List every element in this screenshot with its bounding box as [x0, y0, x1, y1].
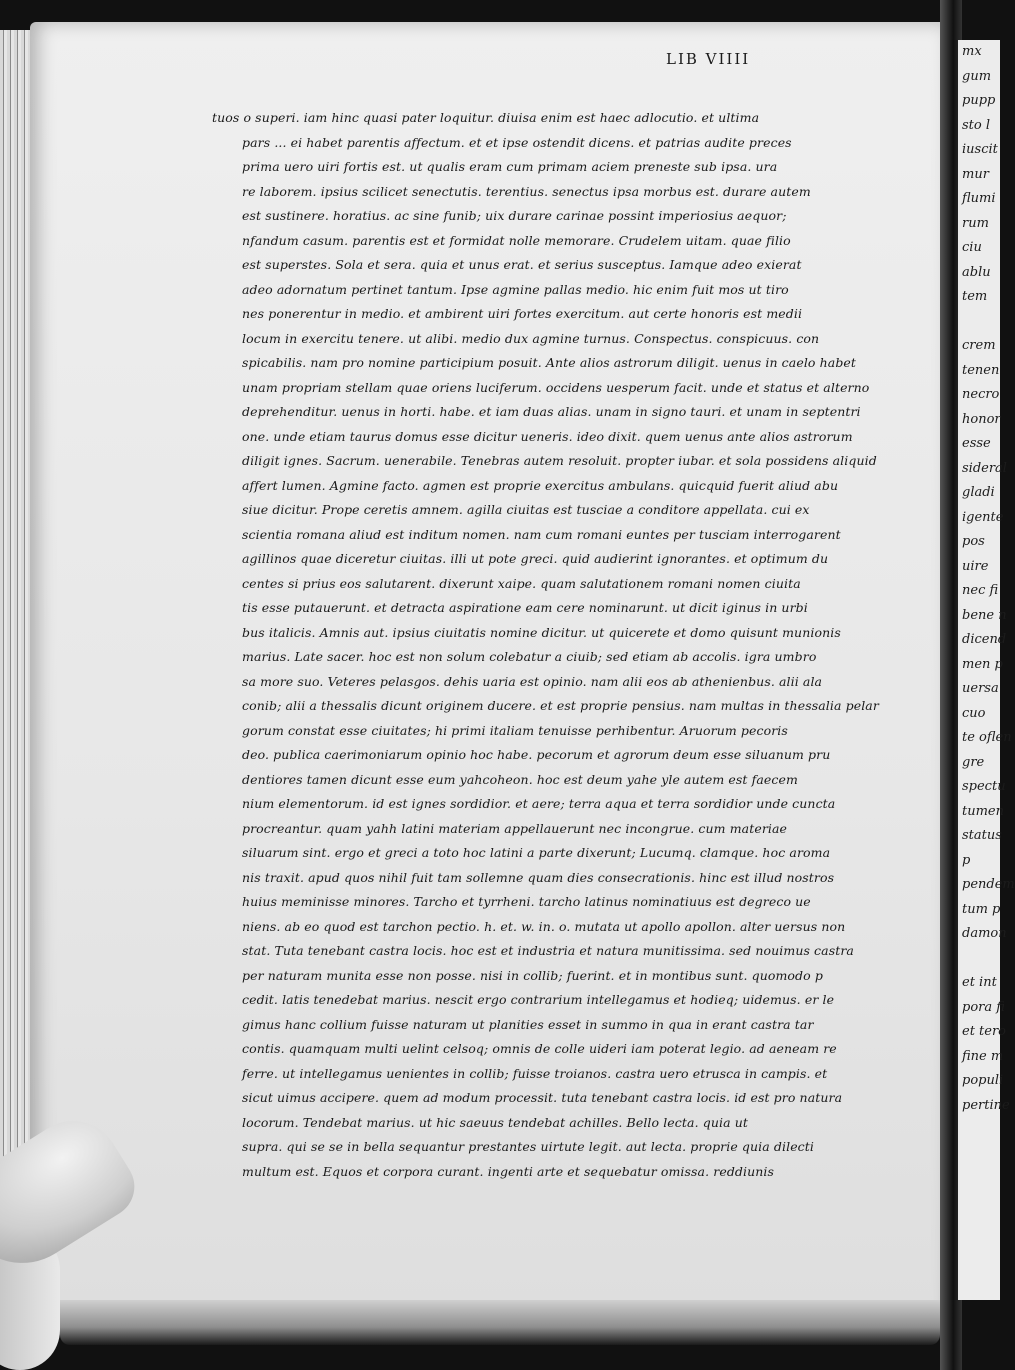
adjacent-text-fragment: nec fi	[962, 583, 999, 598]
adjacent-text-fragment: tenen	[962, 362, 1000, 378]
adjacent-text-fragment: iuscit	[962, 142, 998, 157]
text-line: ferre. ut intellegamus uenientes in collib; fuisse troianos. castra uero etrusca in campis. et	[242, 1065, 828, 1081]
adjacent-text-fragment: dicend	[962, 632, 1007, 647]
adjacent-text-fragment: ciu	[962, 240, 982, 255]
text-line: tuos o superi. iam hinc quasi pater loquitur. diuisa enim est haec adlocutio. et ultima	[212, 110, 760, 125]
text-line: contis. quamquam multi uelint celsoq; omnis de colle uideri iam poterat legio. ad aeneam re	[242, 1041, 837, 1056]
text-line: siue dicitur. Prope ceretis amnem. agilla ciuitas est tusciae a conditore appellata. cui ex	[242, 502, 810, 517]
adjacent-text-fragment: tem	[962, 289, 988, 304]
adjacent-text-fragment: necro	[962, 387, 1000, 402]
adjacent-text-fragment: fine m	[962, 1048, 1004, 1064]
text-line: diligit ignes. Sacrum. uenerabile. Tenebras autem resoluit. propter iubar. et sola possidens aliquid	[242, 453, 877, 468]
text-line: re laborem. ipsius scilicet senectutis. terentius. senectus ipsa morbus est. durare autem	[242, 183, 811, 199]
text-line: gorum constat esse ciuitates; hi primi italiam tenuisse perhibentur. Aruorum pecoris	[242, 722, 788, 738]
text-line: niens. ab eo quod est tarchon pectio. h. et. w. in. o. mutata ut apollo apollon. alter uersus non	[242, 918, 846, 934]
text-line: bus italicis. Amnis aut. ipsius ciuitatis nomine dicitur. ut quicerete et domo quisunt munionis	[242, 624, 841, 640]
adjacent-text-fragment: sideral	[962, 460, 1007, 476]
adjacent-text-fragment: mx	[962, 44, 982, 59]
adjacent-text-fragment: populi	[962, 1073, 1004, 1088]
adjacent-text-fragment: cuo	[962, 705, 986, 721]
text-line: nfandum casum. parentis est et formidat nolle memorare. Crudelem uitam. quae filio	[242, 232, 791, 248]
adjacent-text-fragment: gladi	[962, 485, 995, 500]
text-line: nes ponerentur in medio. et ambirent uiri fortes exercitum. aut certe honoris est medii	[242, 306, 803, 321]
adjacent-text-fragment: et tero	[962, 1024, 1007, 1039]
adjacent-text-fragment: uire	[962, 558, 989, 574]
text-line: gimus hanc collium fuisse naturam ut planities esset in summo in qua in erant castra tar	[242, 1016, 814, 1032]
adjacent-text-fragment	[958, 310, 1000, 335]
text-line: est superstes. Sola et sera. quia et unus erat. et serius susceptus. Iamque adeo exierat	[242, 257, 802, 272]
text-line: locorum. Tendebat marius. ut hic saeuus tendebat achilles. Bello lecta. quia ut	[242, 1114, 748, 1130]
text-line: tis esse putauerunt. et detracta aspiratione eam cere nominarunt. ut dicit iginus in urbi	[242, 600, 808, 615]
adjacent-text-fragment: honor	[962, 411, 1001, 427]
text-line: affert lumen. Agmine facto. agmen est proprie exercitus ambulans. quicquid fuerit aliud abu	[242, 477, 839, 493]
adjacent-text-fragment: p	[962, 852, 971, 868]
adjacent-text-fragment: et int	[962, 975, 997, 990]
text-line: sicut uimus accipere. quem ad modum processit. tuta tenebant castra locis. id est pro natura	[242, 1090, 843, 1105]
text-line: scientia romana aliud est inditum nomen. nam cum romani euntes per tusciam interrogarent	[242, 526, 841, 542]
text-line: centes si prius eos salutarent. dixerunt xaipe. quam salutationem romani nomen ciuita	[242, 575, 801, 591]
adjacent-text-fragment: pora fi	[962, 999, 1005, 1015]
text-line: deprehenditur. uenus in horti. habe. et iam duas alias. unam in signo tauri. et unam in septentri	[242, 404, 861, 419]
text-line: pars ... ei habet parentis affectum. et et ipse ostendit dicens. et patrias audite preces	[242, 134, 792, 150]
adjacent-text-fragment: igente	[962, 509, 1004, 525]
text-line: per naturam munita esse non posse. nisi in collib; fuerint. et in montibus sunt. quomodo p	[242, 967, 823, 983]
text-line: conib; alii a thessalis dicunt originem ducere. et est proprie pensius. nam multas in thessalia pelar	[242, 698, 879, 713]
adjacent-text-fragment: damon	[962, 926, 1007, 941]
text-line: nis traxit. apud quos nihil fuit tam sollemne quam dies consecrationis. hinc est illud nostros	[242, 869, 835, 885]
adjacent-text-fragment: uersa	[962, 681, 999, 696]
text-line: supra. qui se se in bella sequantur prestantes uirtute legit. aut lecta. proprie quia dilecti	[242, 1139, 815, 1154]
text-line: sa more suo. Veteres pelasgos. dehis uaria est opinio. nam alii eos ab athenienbus. alii ala	[242, 673, 823, 689]
text-line: unam propriam stellam quae oriens luciferum. occidens uesperum facit. unde et status et alterno	[242, 379, 870, 395]
adjacent-text-fragment	[958, 947, 1000, 972]
text-line: stat. Tuta tenebant castra locis. hoc est et industria et natura munitissima. sed nouimus castra	[242, 943, 854, 958]
adjacent-text-fragment: sto l	[962, 117, 991, 133]
text-line: marius. Late sacer. hoc est non solum colebatur a ciuib; sed etiam ab accolis. igra umbro	[242, 649, 817, 664]
adjacent-page	[958, 40, 1015, 1300]
adjacent-text-fragment: tumen	[962, 803, 1004, 819]
text-line: deo. publica caerimoniarum opinio hoc habe. pecorum et agrorum deum esse siluanum pru	[242, 747, 831, 762]
adjacent-text-fragment: crem	[962, 338, 996, 353]
text-line: est sustinere. horatius. ac sine funib; uix durare carinae possint imperiosius aequor;	[242, 208, 787, 223]
adjacent-text-fragment: tum p	[962, 901, 1001, 917]
adjacent-text-fragment: gre	[962, 754, 985, 770]
adjacent-text-fragment: te oflen	[962, 730, 1012, 745]
text-line: locum in exercitu tenere. ut alibi. medio dux agmine turnus. Conspectus. conspicuus. con	[242, 330, 820, 346]
adjacent-text-fragment: flumi	[962, 191, 996, 206]
adjacent-text-fragment: pupp	[962, 93, 996, 108]
adjacent-text-fragment: gum	[962, 68, 992, 84]
text-line: siluarum sint. ergo et greci a toto hoc latini a parte dixerunt; Lucumq. clamque. hoc aroma	[242, 845, 831, 860]
adjacent-text-fragment: men p	[962, 656, 1003, 672]
adjacent-text-fragment: ablu	[962, 264, 991, 280]
text-line: dentiores tamen dicunt esse eum yahcoheon. hoc est deum yahe yle autem est faecem	[242, 771, 798, 787]
text-line: adeo adornatum pertinet tantum. Ipse agmine pallas medio. hic enim fuit mos ut tiro	[242, 281, 789, 297]
adjacent-text-fragment: esse	[962, 436, 991, 451]
text-line: cedit. latis tenedebat marius. nescit ergo contrarium intellegamus et hodieq; uidemus. er le	[242, 992, 835, 1007]
folio-header: LIB VIIII	[666, 50, 751, 68]
page-bottom-edge	[60, 1300, 940, 1345]
adjacent-text-fragment: rum	[962, 215, 989, 231]
text-line: huius meminisse minores. Tarcho et tyrrheni. tarcho latinus nominatiuus est degreco ue	[242, 894, 811, 909]
text-line: agillinos quae diceretur ciuitas. illi ut pote greci. quid audierint ignorantes. et optimum du	[242, 551, 829, 566]
adjacent-text-fragment: pendem	[962, 877, 1015, 892]
manuscript-text	[212, 106, 942, 1276]
text-line: spicabilis. nam pro nomine participium posuit. Ante alios astrorum diligit. uenus in caelo habet	[242, 355, 857, 370]
adjacent-text-fragment: spectu	[962, 779, 1006, 794]
adjacent-text-fragment: status	[962, 828, 1002, 843]
text-line: multum est. Equos et corpora curant. ingenti arte et sequebatur omissa. reddiunis	[242, 1163, 775, 1179]
text-line: prima uero uiri fortis est. ut qualis eram cum primam aciem preneste sub ipsa. ura	[242, 159, 778, 174]
adjacent-text-fragment: pertine	[962, 1097, 1010, 1113]
text-line: nium elementorum. id est ignes sordidior. et aere; terra aqua et terra sordidior unde cuncta	[242, 796, 836, 811]
text-line: one. unde etiam taurus domus esse dicitur ueneris. ideo dixit. quem uenus ante alios astrorum	[242, 428, 853, 444]
text-line: procreantur. quam yahh latini materiam appellauerunt nec incongrue. cum materiae	[242, 820, 788, 836]
adjacent-text-fragment: pos	[962, 534, 985, 549]
adjacent-text-fragment: mur	[962, 166, 989, 182]
adjacent-text-fragment: bene n	[962, 607, 1007, 623]
